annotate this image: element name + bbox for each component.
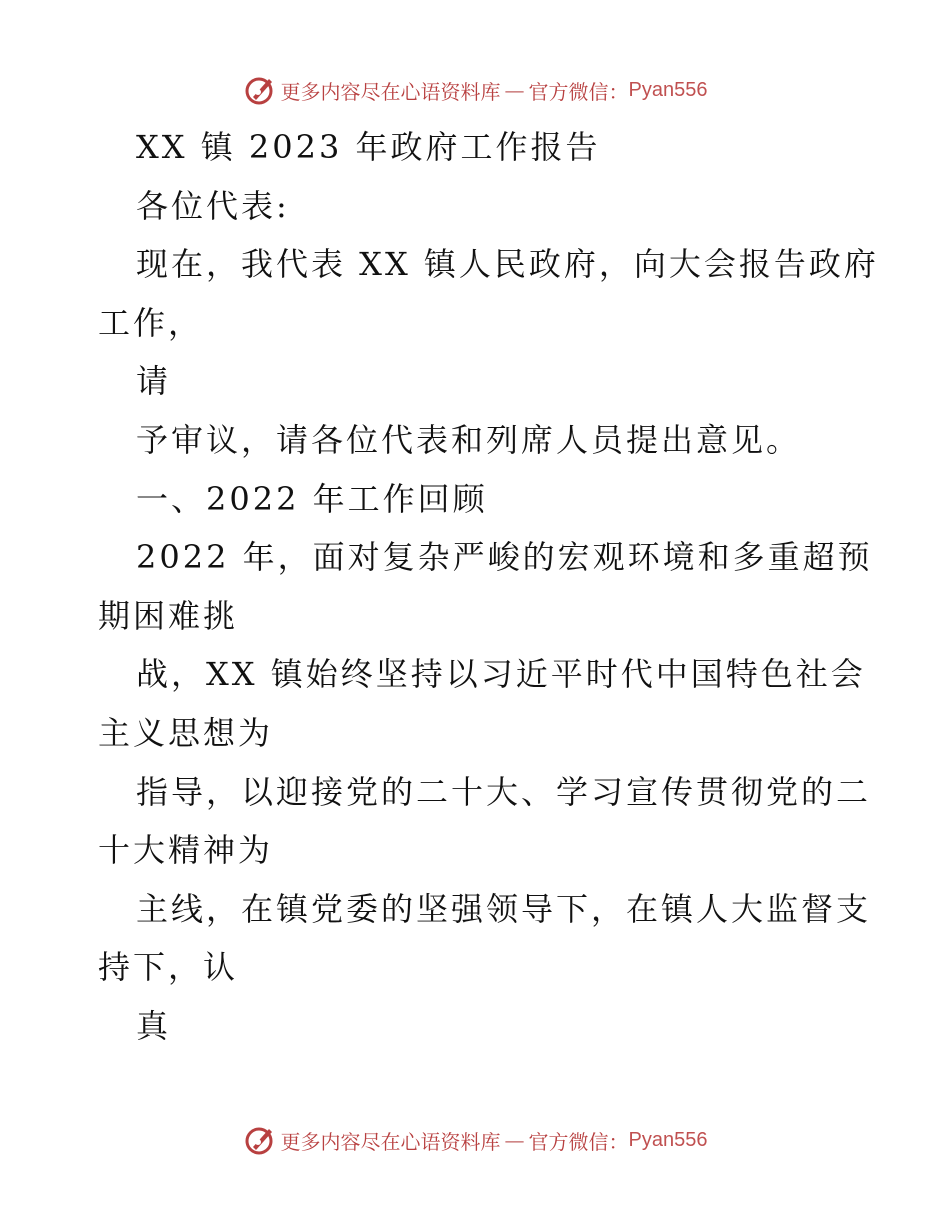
text-line: 现在，我代表 XX 镇人民政府，向大会报告政府 — [136, 245, 879, 284]
banner-contact-label: 官方微信： — [528, 79, 629, 104]
footer-watermark-banner — [0, 1120, 950, 1160]
text-line: 指导，以迎接党的二十大、学习宣传贯彻党的二 — [136, 772, 872, 811]
text-line: 战，XX 镇始终坚持以习近平时代中国特色社会 — [136, 655, 866, 694]
document-body — [98, 118, 879, 1056]
banner-contact-id: Pyan556 — [628, 1128, 708, 1151]
banner-text: 更多内容尽在心语资料库 — [280, 79, 501, 104]
pen-logo-icon — [243, 73, 277, 107]
pen-logo-icon — [243, 1123, 277, 1157]
banner-dash: — — [504, 1128, 525, 1152]
banner-dash: — — [504, 78, 525, 102]
text-line: XX 镇 2023 年政府工作报告 — [136, 128, 601, 166]
text-line: 一、2022 年工作回顾 — [136, 479, 488, 518]
text-line: 十大精神为 — [98, 831, 274, 870]
header-watermark-banner — [0, 70, 950, 110]
banner-contact-id: Pyan556 — [628, 78, 708, 101]
text-line: 工作， — [98, 303, 204, 342]
text-line: 请 — [136, 362, 172, 401]
text-line: 主线，在镇党委的坚强领导下，在镇人大监督支 — [136, 889, 872, 928]
text-line: 各位代表: — [136, 186, 290, 225]
text-line: 予审议，请各位代表和列席人员提出意见。 — [136, 420, 802, 459]
text-line: 2022 年，面对复杂严峻的宏观环境和多重超预 — [136, 538, 873, 577]
banner-contact-label: 官方微信： — [528, 1129, 629, 1154]
text-line: 真 — [136, 1006, 172, 1045]
text-line: 主义思想为 — [98, 713, 274, 752]
text-line: 期困难挑 — [98, 596, 239, 635]
banner-text: 更多内容尽在心语资料库 — [280, 1129, 501, 1154]
text-line: 持下，认 — [98, 948, 239, 987]
